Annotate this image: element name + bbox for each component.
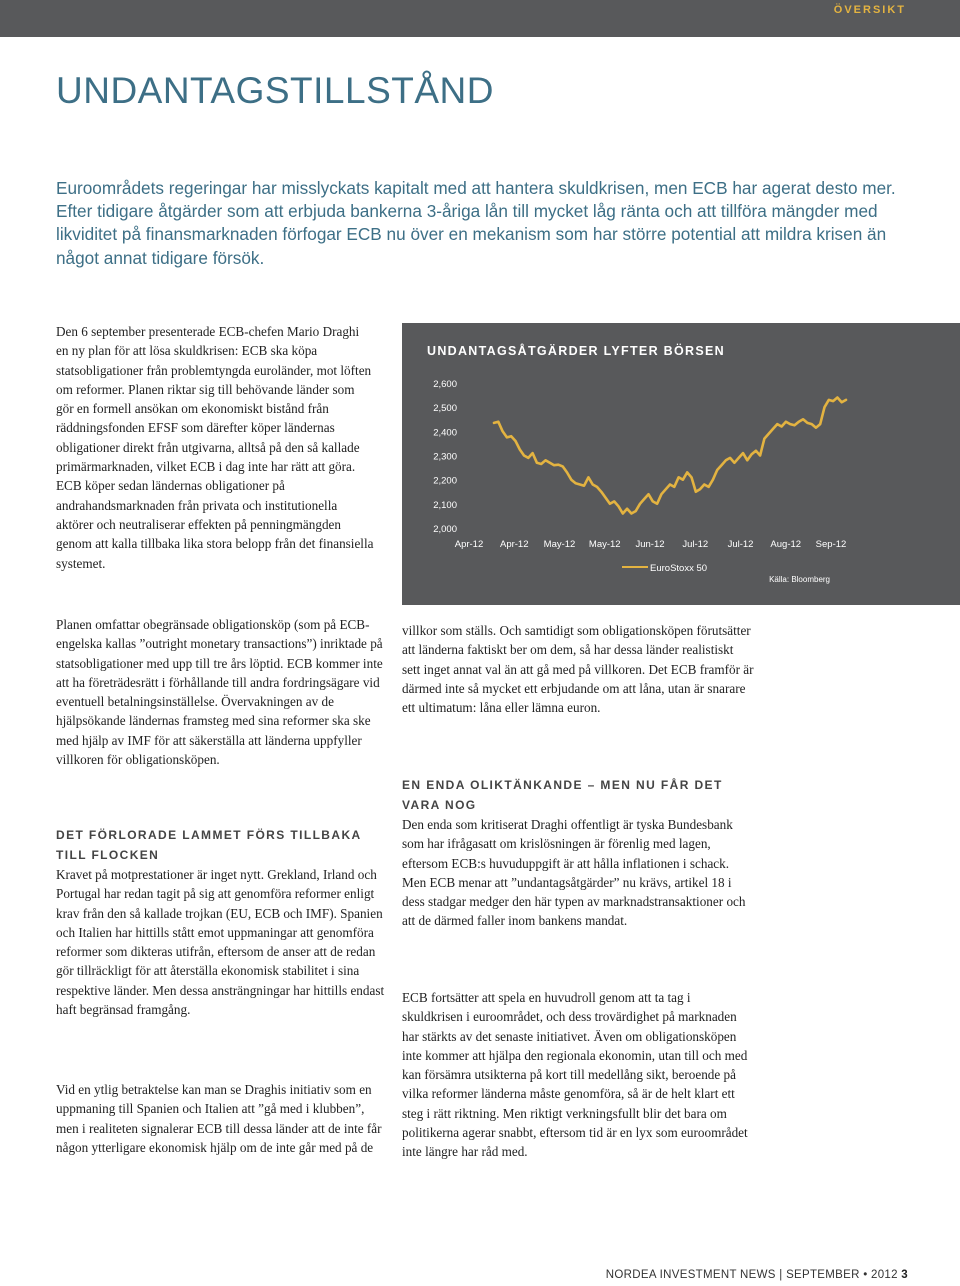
y-tick-label: 2,200 (433, 475, 457, 487)
footer-publication: NORDEA INVESTMENT NEWS (605, 1269, 776, 1281)
chart-panel (402, 323, 960, 605)
x-tick-label: Jul-12 (727, 539, 754, 550)
body-paragraph: villkor som ställs. Och samtidigt som obligationsköpen förutsätter att länderna faktiskt ber om dem, så har dessa länder realistiskt sett inget annat val än att gå med på villkoren. Det ECB framför är därmed inte så mycket ett erbjudande om att låna, utan är snarare ett ultimatum: låna eller lämna euron. (402, 623, 754, 716)
y-tick-label: 2,000 (433, 524, 457, 535)
section-tag: ÖVERSIKT (833, 4, 906, 16)
body-paragraph: Den enda som kritiserat Draghi offentligt är tyska Bundesbank som har ifrågasatt om krislösningen är förenlig med lagen, eftersom ECB:s huvuduppgift är att hålla inflationen i schack. Men ECB menar att ”undantagsåtgärder” nu krävs, artikel 18 i dess stadgar medger den här typen av marknadstransaktioner och att de därmed faller inom bankens mandat. (402, 817, 746, 929)
x-tick-label: Sep-12 (815, 539, 847, 550)
page-footer (606, 1269, 908, 1281)
section-heading-text: EN ENDA OLIKTÄNKANDE – MEN NU FÅR DET VARA NOG (402, 778, 723, 812)
series-line-eurostoxx (494, 398, 846, 514)
y-tick-label: 2,300 (433, 451, 457, 463)
footer-divider: | (779, 1269, 787, 1281)
x-tick-label: Aug-12 (770, 539, 802, 550)
y-tick-label: 2,500 (433, 403, 457, 415)
top-bar (0, 0, 960, 37)
footer-issue: SEPTEMBER • 2012 (786, 1269, 898, 1281)
section-heading (56, 826, 386, 1019)
x-tick-label: May-12 (543, 539, 576, 550)
eurostoxx-chart (402, 323, 960, 605)
body-paragraph: Planen omfattar obegränsade obligationsköp (som på ECB-engelska kallas ”outright monetary transactions”) inriktade på statsobligationer med upp till tre års löptid. ECB kommer inte att ha företrädesrätt i förhållande till andra fordringsägare vid eventuell betalningsinställelse. Övervakningen av de hjälpsökande ländernas framsteg med sina reformer ska ske med hjälp av IMF för att säkerställa att länderna uppfyller villkoren för obligationsköpen. (56, 617, 383, 768)
body-paragraph: Kravet på motprestationer är inget nytt. Grekland, Irland och Portugal har redan tagit på sig att genomföra reformer enligt krav från den så kallade trojkan (EU, ECB och IMF). Spanien och Italien har hittills stått emot uppmaningar att genomföra reformer som dikteras utifrån, eftersom de anser att de redan gör tillräckligt för att återställa ekonomisk stabilitet i sina respektive länder. Men dessa ansträngningar har hittills endast haft begränsad framgång. (56, 867, 385, 1018)
y-tick-label: 2,100 (433, 499, 457, 511)
chart-title: UNDANTAGSÅTGÄRDER LYFTER BÖRSEN (427, 344, 725, 358)
section-heading (402, 776, 754, 931)
legend-label: EuroStoxx 50 (650, 563, 708, 574)
body-paragraph: Vid en ytlig betraktelse kan man se Draghis initiativ som en uppmaning till Spanien och Italien att ”gå med i klubben”, men i realiteten signalerar ECB till dessa länder att de inte får någon ytterligare ekonomisk hjälp om de inte går med på de (56, 1082, 382, 1155)
x-tick-label: May-12 (588, 539, 621, 550)
body-paragraph: Den 6 september presenterade ECB-chefen Mario Draghi en ny plan för att lösa skuldkrisen: ECB ska köpa statsobligationer från problemtyngda euroländer, mot löften om reformer. Planen riktar sig till behövande länder som gör en formell ansökan om ekonomiskt bistånd från räddningsfonden EFSF som därefter köper ländernas obligationer direkt från utgivarna, alltså på den så kallade primärmarknaden, vilket ECB i dag inte har rätt att göra. ECB köper sedan ländernas obligationer på andrahandsmarknaden från privata och institutionella aktörer och neutraliserar effekten på penningmängden genom att kalla tillbaka lika stora belopp från det finansiella systemet. (56, 324, 374, 571)
chart-source: Källa: Bloomberg (769, 575, 830, 584)
x-tick-label: Apr-12 (454, 539, 484, 550)
body-paragraph: ECB fortsätter att spela en huvudroll genom att ta tag i skuldkrisen i euroområdet, och dess trovärdighet på marknaden har stärkts av det senaste initiativet. Även om obligationsköpen inte kommer att hjälpa den regionala ekonomin, utan till och med kan försämra utsikterna på kort till medellång sikt, beroende på vilka reformer länderna måste genomföra, så är de helt klart ett steg i rätt riktning. Men riktigt verkningsfullt blir det bara om politikerna agerar snabbt, eftersom tid är en lyx som euroområdet inte längre har råd med. (402, 990, 748, 1160)
lead-paragraph: Euroområdets regeringar har misslyckats kapitalt med att hantera skuldkrisen, men ECB har agerat desto mer. Efter tidigare åtgärder som att erbjuda bankerna 3-åriga lån till mycket låg ränta och att tillföra mängder med likviditet på finansmarknaden förfogar ECB nu över en mekanism som har större potential att mildra krisen än något annat tidigare försök. (56, 178, 896, 268)
page-title: UNDANTAGSTILLSTÅND (56, 70, 494, 111)
x-tick-label: Apr-12 (499, 539, 529, 550)
x-tick-label: Jul-12 (682, 539, 709, 550)
page-number: 3 (901, 1269, 908, 1281)
section-heading-text: DET FÖRLORADE LAMMET FÖRS TILLBAKA TILL FLOCKEN (56, 828, 362, 862)
x-tick-label: Jun-12 (635, 539, 665, 550)
y-tick-label: 2,600 (433, 379, 457, 390)
y-tick-label: 2,400 (433, 427, 457, 439)
